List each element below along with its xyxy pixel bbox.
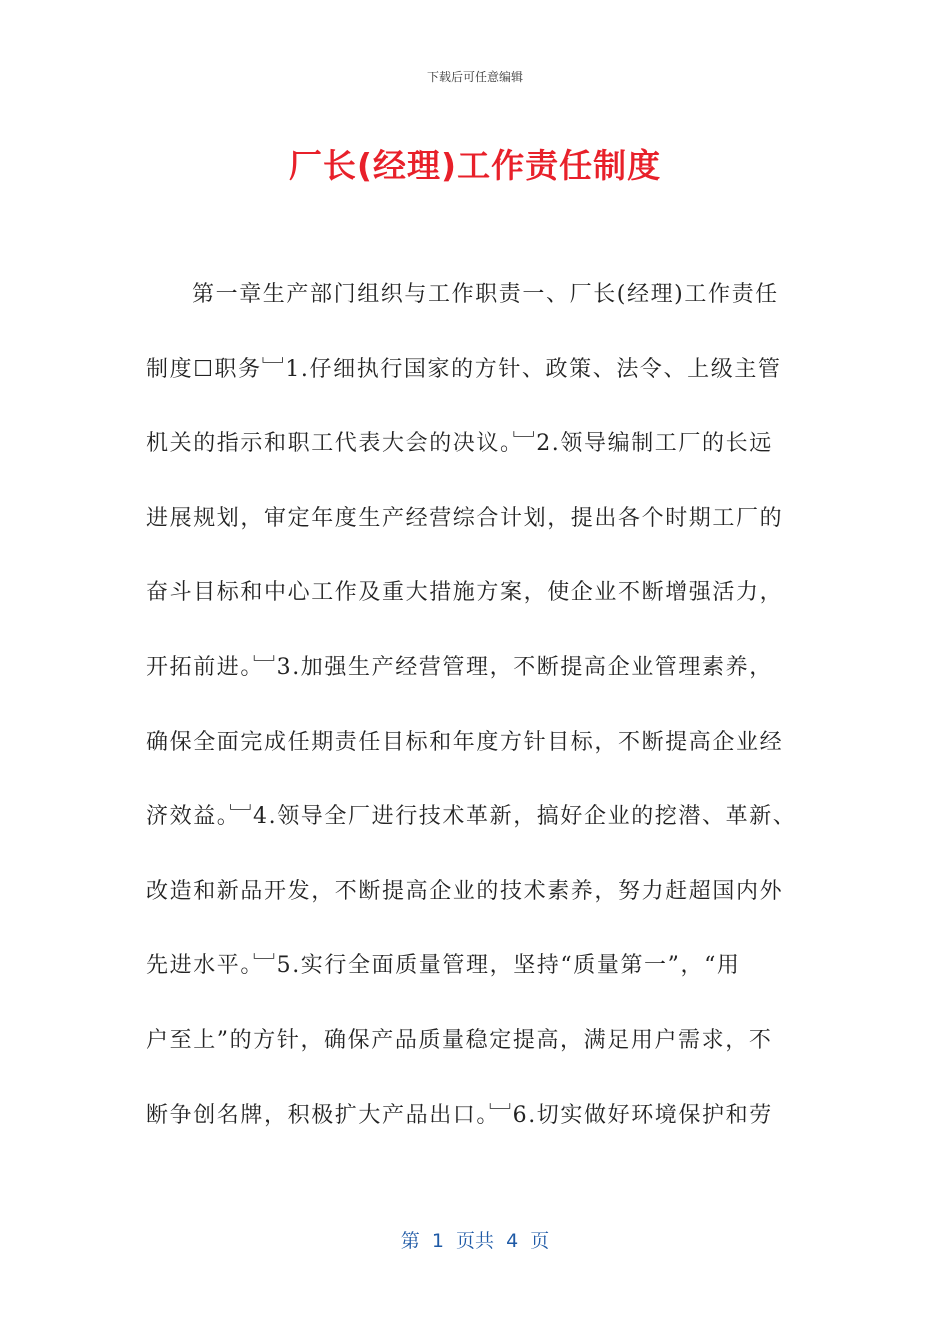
body-line: 机关的指示和职工代表大会的决议。﹈2.领导编制工厂的长远 <box>146 431 773 457</box>
body-line: 先进水平。﹈5.实行全面质量管理，坚持“质量第一”，“用 <box>146 953 741 979</box>
body-line: 户至上”的方针，确保产品质量稳定提高，满足用户需求，不 <box>146 1027 773 1053</box>
body-line: 奋斗目标和中心工作及重大措施方案，使企业不断增强活力， <box>146 580 784 606</box>
body-line: 断争创名牌，积极扩大产品出口。﹈6.切实做好环境保护和劳 <box>146 1102 773 1128</box>
body-line: 第一章生产部门组织与工作职责一、厂长(经理)工作责任 <box>192 282 779 307</box>
body-line: 进展规划，审定年度生产经营综合计划，提出各个时期工厂的 <box>146 505 784 531</box>
body-line: 济效益。﹈4.领导全厂进行技术革新，搞好企业的挖潜、革新、 <box>146 804 797 830</box>
body-line: 改造和新品开发，不断提高企业的技术素养，努力赶超国内外 <box>146 878 784 904</box>
body-line: 确保全面完成任期责任目标和年度方针目标，不断提高企业经 <box>146 729 784 755</box>
document-body <box>146 278 806 1173</box>
header-note: 下载后可任意编辑 <box>426 70 523 84</box>
body-line: 制度☐职务﹈1.仔细执行国家的方针、政策、法令、上级主管 <box>146 356 782 382</box>
body-line: 开拓前进。﹈3.加强生产经营管理，不断提高企业管理素养， <box>146 654 773 680</box>
document-title: 厂长(经理)工作责任制度 <box>288 146 662 185</box>
page-number-footer: 第 1 页共 4 页 <box>400 1230 550 1252</box>
